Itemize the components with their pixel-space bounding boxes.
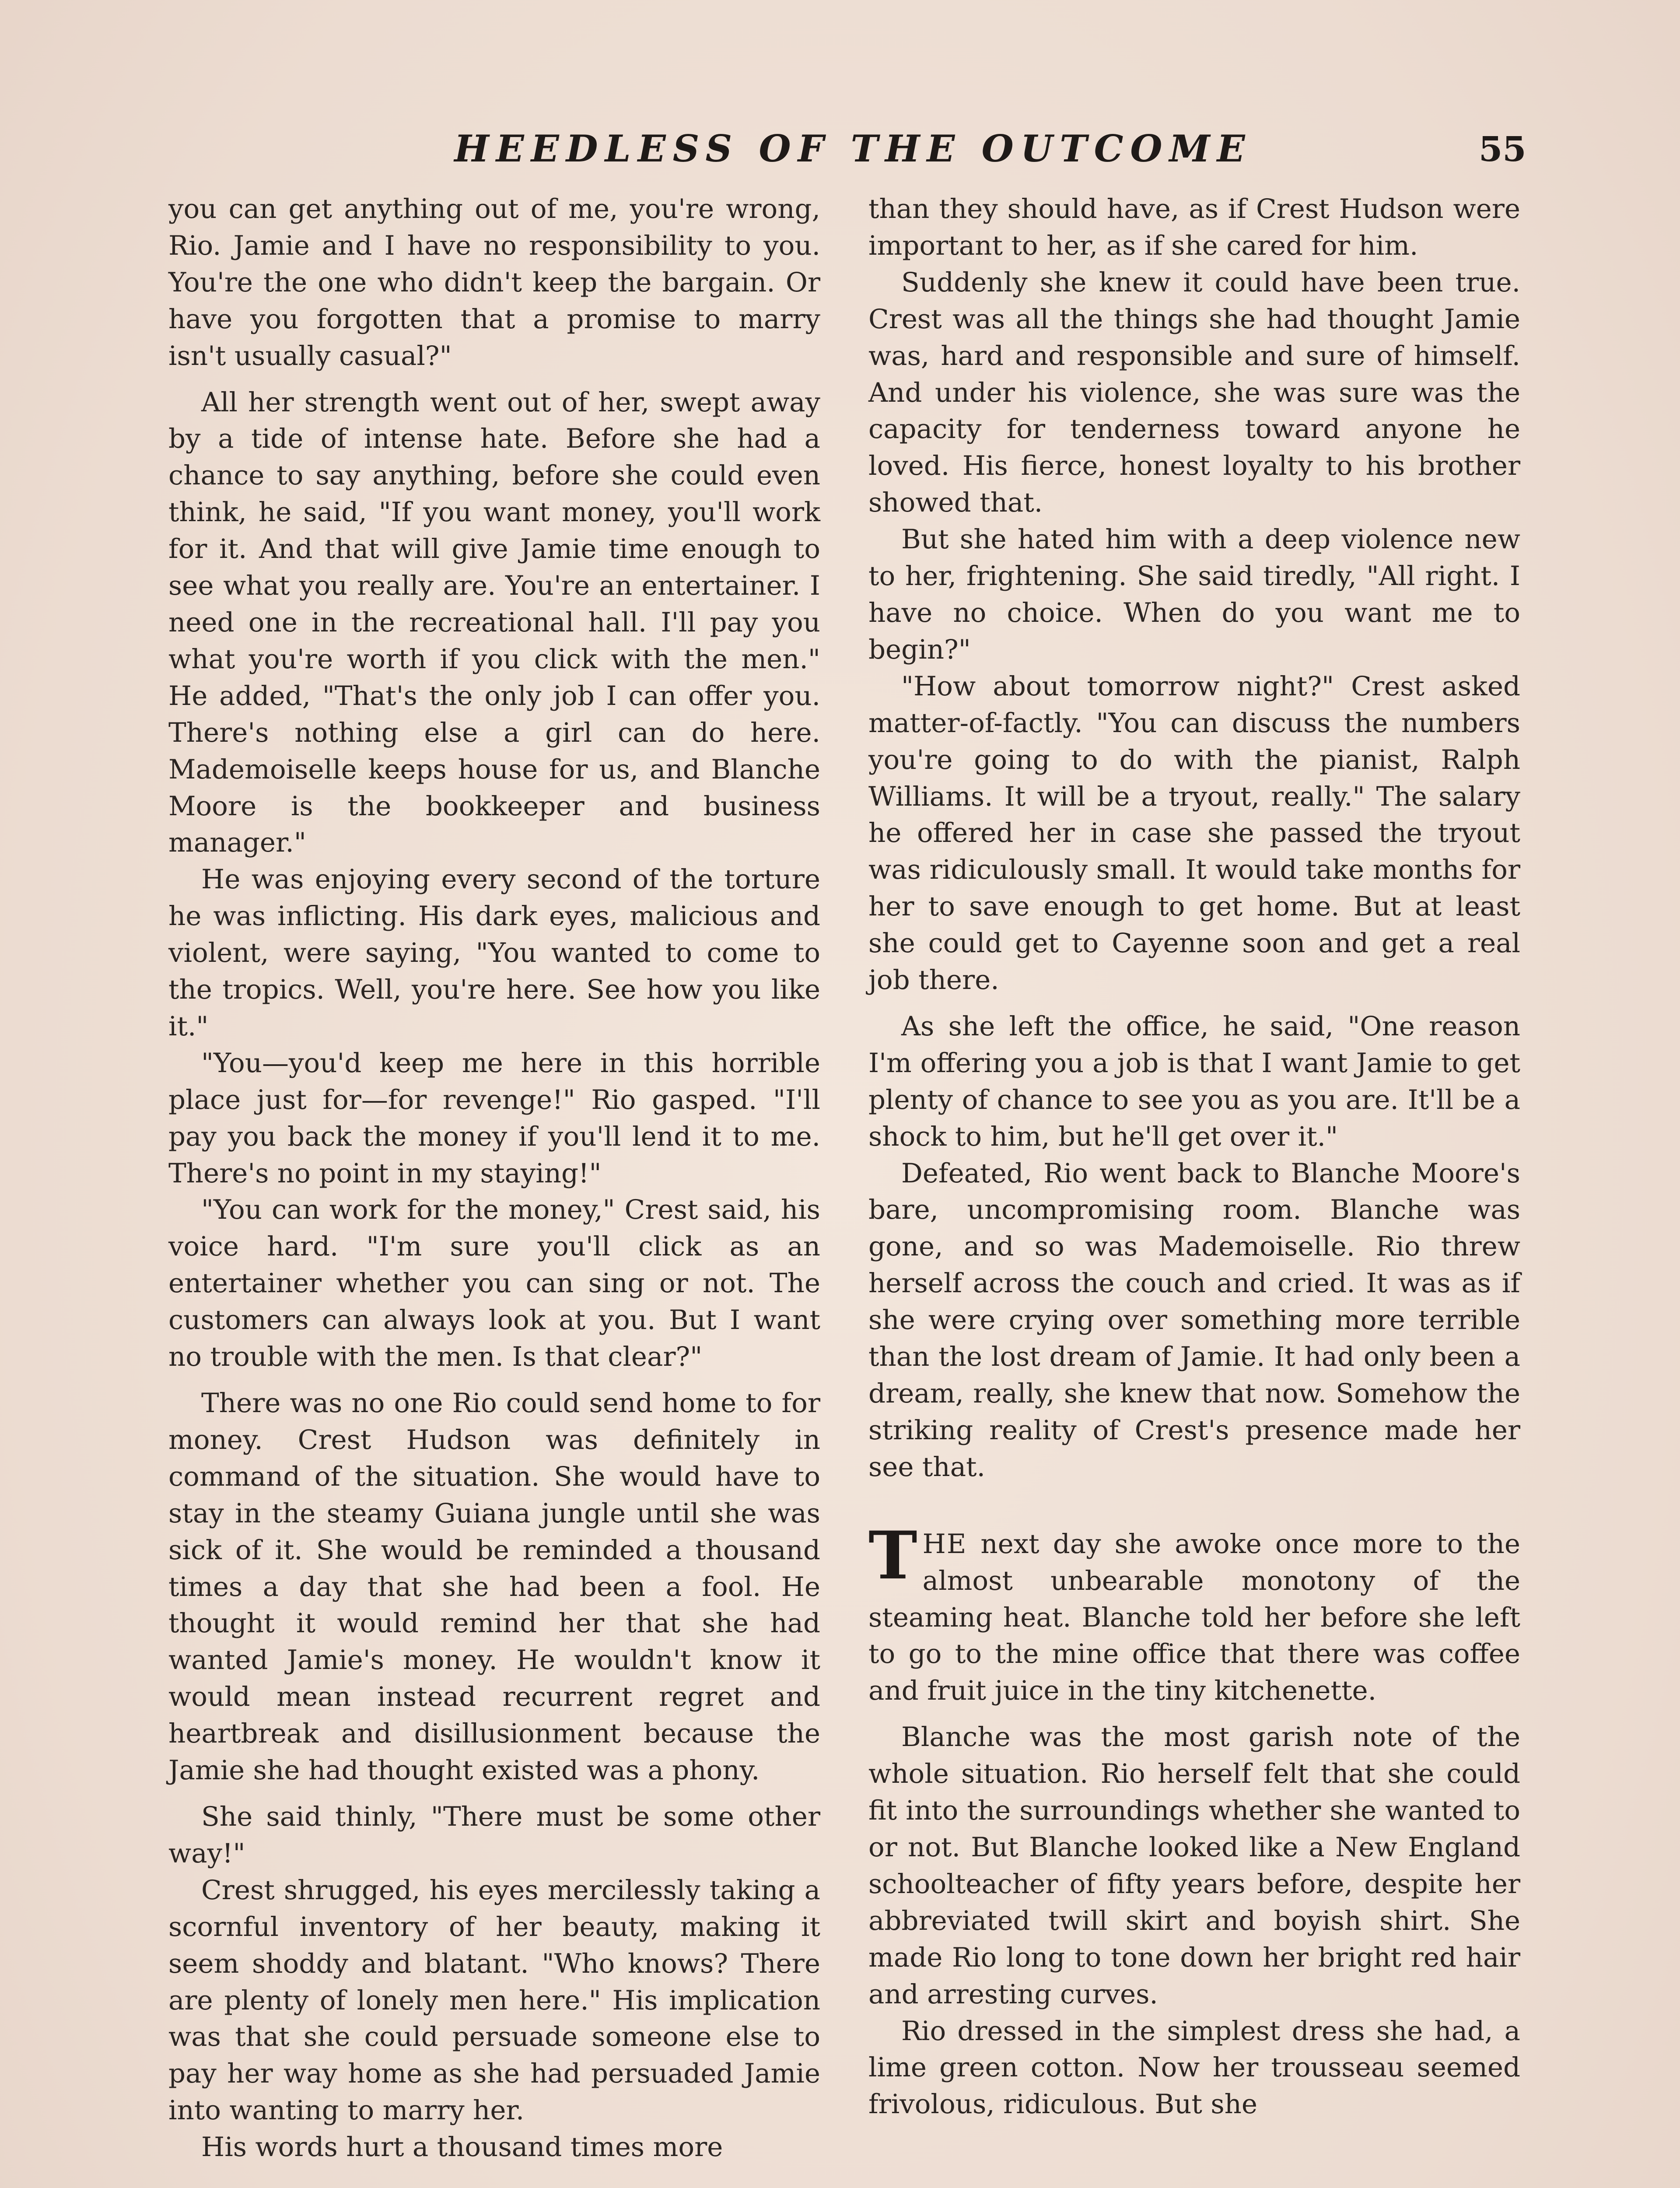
paragraph: But she hated him with a deep violence new to her, frightening. She said tiredly, "All right. I have no choice. When do you want me to begin?"	[868, 524, 1520, 665]
paragraph: Crest shrugged, his eyes mercilessly taking a scornful inventory of her beauty, making it seem shoddy and blatant. "Who knows? There are plenty of lonely men here." His implication was that she could persuade someone else to pay her way home as she had persuaded Jamie into wanting to marry her.	[168, 1874, 820, 2126]
paragraph: than they should have, as if Crest Hudson were important to her, as if she cared for him.	[868, 193, 1520, 261]
paragraph: Suddenly she knew it could have been true. Crest was all the things she had thought Jamie was, hard and responsible and sure of himself. And under his violence, she was sure was the capacity for tenderness toward anyone he loved. His fierce, honest loyalty to his brother showed that.	[868, 266, 1520, 519]
paragraph-text: next day she awoke once more to the almost unbearable monotony of the steaming heat. Blanche told her before she left to go to the mine office that there was coffee and fruit juice in the tiny kitchenette.	[868, 1528, 1520, 1707]
section-opening-paragraph	[868, 1517, 1520, 1710]
paragraph: Rio dressed in the simplest dress she had, a lime green cotton. Now her trousseau seemed frivolous, ridiculous. But she	[868, 2015, 1520, 2120]
paragraph: As she left the office, he said, "One reason I'm offering you a job is that I want Jamie to get plenty of chance to see you as you are. It'll be a shock to him, but he'll get over it."	[868, 1010, 1520, 1152]
paragraph: "How about tomorrow night?" Crest asked matter-of-factly. "You can discuss the numbers you're going to do with the pianist, Ralph Williams. It will be a tryout, really." The salary he offered her in case she passed the tryout was ridiculously small. It would take months for her to save enough to get home. But at least she could get to Cayenne soon and get a real job there.	[868, 670, 1520, 996]
paragraph: There was no one Rio could send home to for money. Crest Hudson was definitely in command of the situation. She would have to stay in the steamy Guiana jungle until she was sick of it. She would be reminded a thousand times a day that she had been a fool. He thought it would remind her that she had wanted Jamie's money. He wouldn't know it would mean instead recurrent regret and heartbreak and disillusionment because the Jamie she had thought existed was a phony.	[168, 1388, 820, 1786]
paragraph: Defeated, Rio went back to Blanche Moore's bare, uncompromising room. Blanche was gone, and so was Mademoiselle. Rio threw herself across the couch and cried. It was as if she were crying over something more terrible than the lost dream of Jamie. It had only been a dream, really, she knew that now. Somehow the striking reality of Crest's presence made her see that.	[868, 1157, 1520, 1483]
paragraph: All her strength went out of her, swept away by a tide of intense hate. Before she had a chance to say anything, before she could even think, he said, "If you want money, you'll work for it. And that will give Jamie time enough to see what you really are. You're an entertainer. I need one in the recreational hall. I'll pay you what you're worth if you click with the men." He added, "That's the only job I can offer you. There's nothing else a girl can do here. Mademoiselle keeps house for us, and Blanche Moore is the bookkeeper and business manager."	[168, 386, 820, 859]
paragraph: He was enjoying every second of the torture he was inflicting. His dark eyes, malicious and violent, were saying, "You wanted to come to the tropics. Well, you're here. See how you like it."	[168, 864, 820, 1042]
right-column	[868, 191, 1520, 2123]
page-number: 55	[1479, 130, 1526, 169]
paragraph: She said thinly, "There must be some other way!"	[168, 1801, 820, 1869]
paragraph: His words hurt a thousand times more	[201, 2132, 723, 2163]
paragraph: Blanche was the most garish note of the whole situation. Rio herself felt that she could fit into the surroundings whether she wanted to or not. But Blanche looked like a New England schoolteacher of fifty years before, despite her abbreviated twill skirt and boyish shirt. She made Rio long to tone down her bright red hair and arresting curves.	[868, 1722, 1520, 2010]
paragraph: "You can work for the money," Crest said, his voice hard. "I'm sure you'll click as an entertainer whether you can sing or not. The customers can always look at you. But I want no trouble with the men. Is that clear?"	[168, 1194, 820, 1373]
running-title: HEEDLESS OF THE OUTCOME	[454, 127, 1252, 170]
left-column	[168, 191, 820, 2166]
paragraph: "You—you'd keep me here in this horrible place just for—for revenge!" Rio gasped. "I'll pay you back the money if you'll lend it to me. There's no point in my staying!"	[168, 1047, 820, 1189]
paragraph: you can get anything out of me, you're wrong, Rio. Jamie and I have no responsibility to you. You're the one who didn't keep the bargain. Or have you forgotten that a promise to marry isn't usually casual?"	[168, 193, 820, 372]
lead-caps: HE	[922, 1528, 967, 1560]
drop-cap: T	[868, 1517, 917, 1594]
